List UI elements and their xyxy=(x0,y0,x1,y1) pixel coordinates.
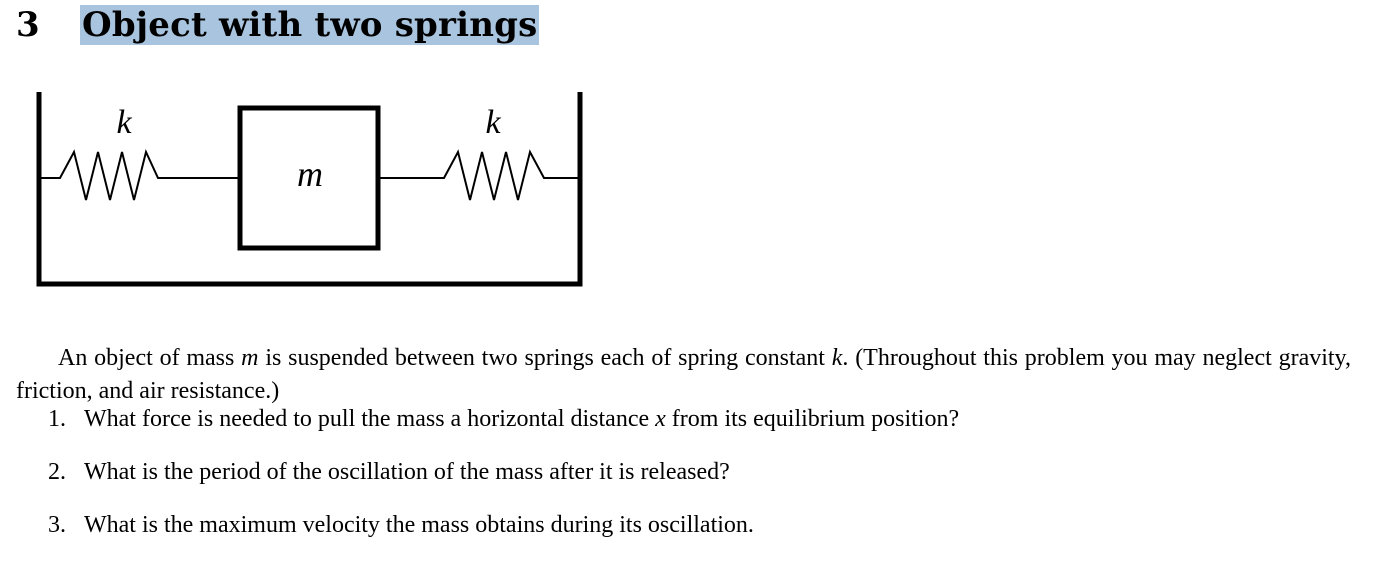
left-spring xyxy=(39,152,240,200)
spring-constant-variable: k xyxy=(831,345,843,371)
paragraph-text-3: . (Throughout this problem you may neglect gravity, friction, and air resistance.) xyxy=(16,345,1351,404)
paragraph-text-1: An object of mass xyxy=(58,345,242,371)
mass-variable: m xyxy=(241,345,259,371)
question-number: 3. xyxy=(48,512,66,538)
question-text: What is the maximum velocity the mass obtains during its oscillation. xyxy=(84,512,754,538)
distance-variable: x xyxy=(655,406,666,432)
section-title: Object with two springs xyxy=(82,5,538,45)
question-item xyxy=(48,456,959,509)
right-spring-label: k xyxy=(485,104,501,141)
question-text: What is the period of the oscillation of the mass after it is released? xyxy=(84,459,730,485)
question-text: What force is needed to pull the mass a horizontal distance xyxy=(84,406,656,432)
question-text: from its equilibrium position? xyxy=(665,406,960,432)
section-number: 3 xyxy=(16,5,40,45)
question-item xyxy=(48,509,959,562)
question-number: 2. xyxy=(48,459,66,485)
right-spring xyxy=(378,152,580,200)
question-item xyxy=(48,403,959,456)
problem-paragraph xyxy=(16,342,1351,408)
left-spring-label: k xyxy=(116,104,132,141)
paragraph-text-2: is suspended between two springs each of spring constant xyxy=(258,345,832,371)
question-list xyxy=(48,403,959,562)
question-number: 1. xyxy=(48,406,66,432)
mass-label: m xyxy=(297,154,323,194)
spring-mass-diagram xyxy=(30,84,590,294)
section-heading xyxy=(16,2,539,48)
